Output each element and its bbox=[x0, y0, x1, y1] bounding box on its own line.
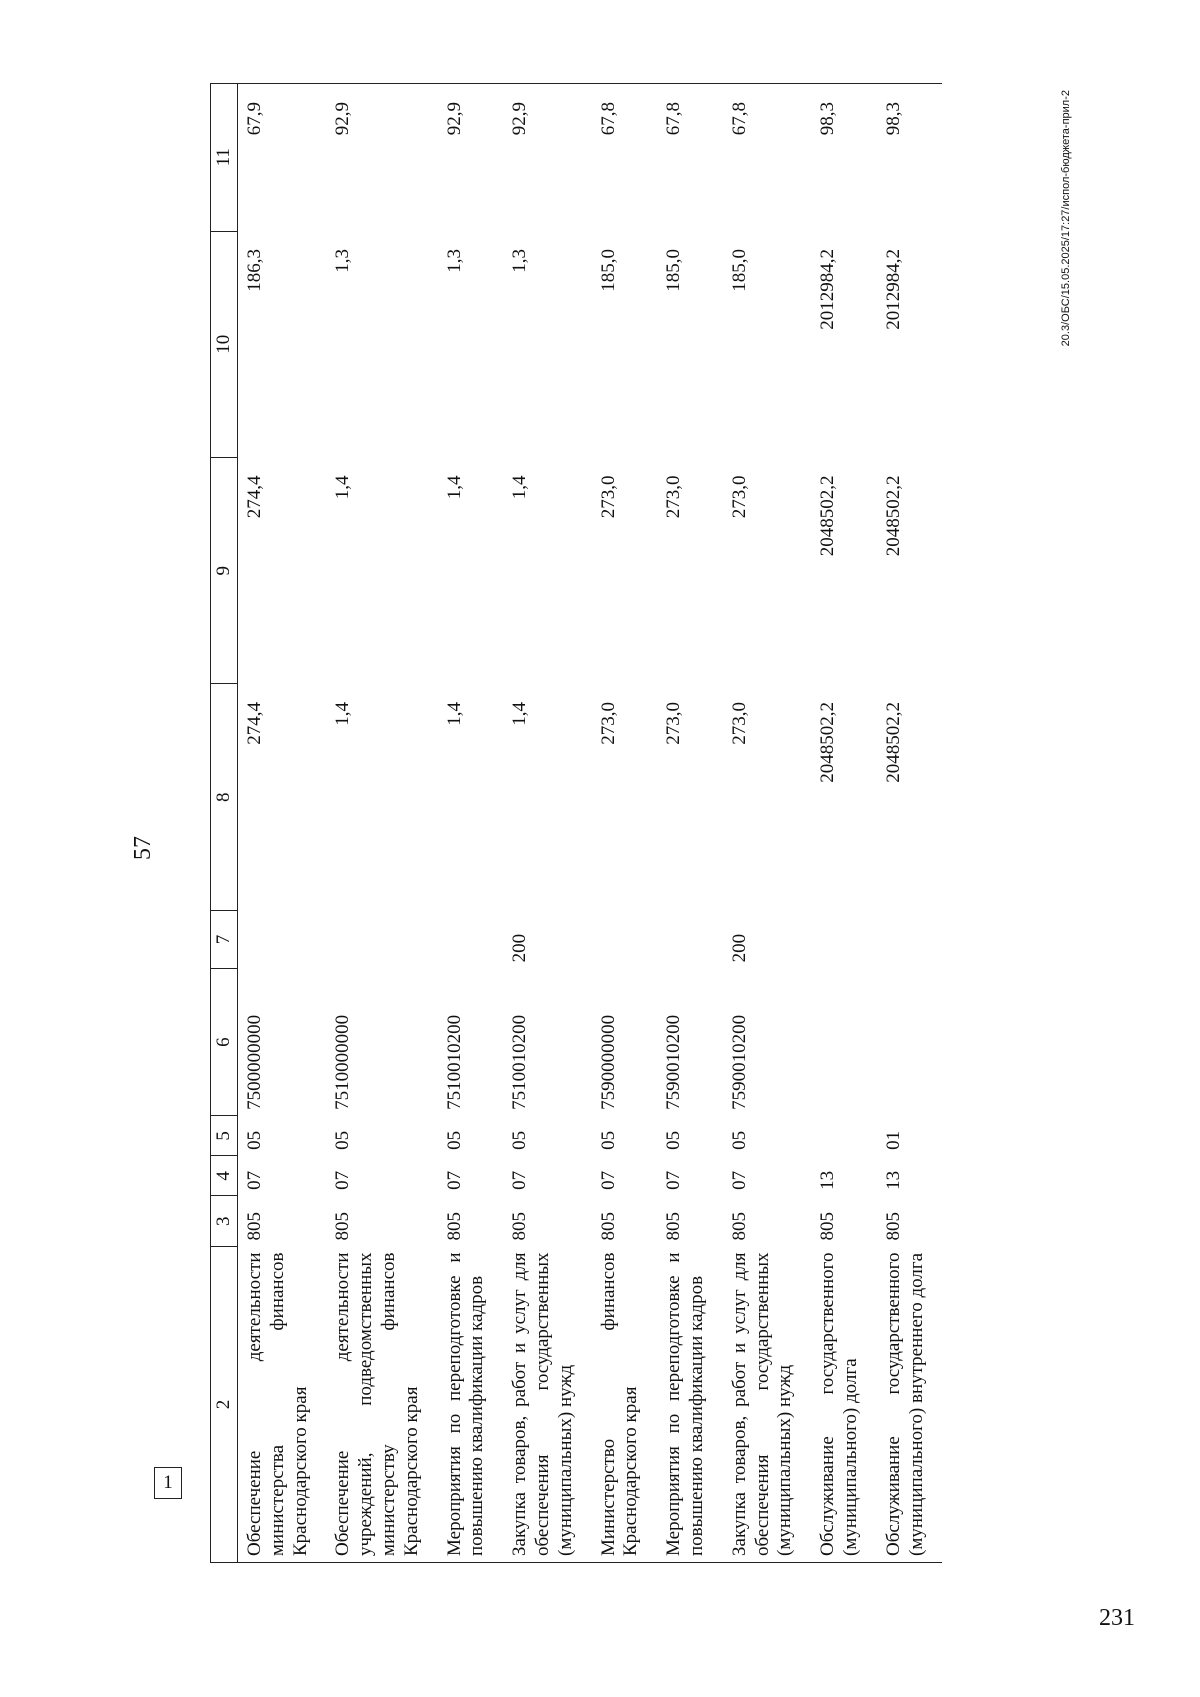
cell-approved: 274,4 bbox=[244, 475, 265, 519]
cell-percent: 92,9 bbox=[326, 84, 437, 232]
cell-percent: 98,3 bbox=[877, 84, 943, 232]
cell-executed: 2012984,2 bbox=[817, 249, 839, 330]
col-header: 10 bbox=[211, 231, 238, 457]
cell-section: 07 bbox=[443, 1170, 465, 1190]
cell-section: 07 bbox=[597, 1170, 619, 1190]
cell-plan: 2048502,2 bbox=[882, 702, 904, 783]
cell-name: Обслуживание государственного (муниципального) долга bbox=[811, 1246, 877, 1562]
cell-subsection: 05 bbox=[597, 1130, 619, 1150]
cell-plan: 273,0 bbox=[728, 702, 750, 745]
cell-expense-type bbox=[811, 910, 877, 968]
table-row bbox=[657, 84, 723, 1563]
cell-target: 7510010200 bbox=[443, 1014, 465, 1110]
cell-admin: 805 bbox=[882, 1211, 904, 1241]
cell-executed: 185,0 bbox=[728, 249, 750, 292]
cell-percent: 98,3 bbox=[811, 84, 877, 232]
cell-section: 13 bbox=[882, 1170, 904, 1190]
cell-subsection: 05 bbox=[332, 1130, 354, 1150]
cell-executed: 2012984,2 bbox=[882, 249, 904, 330]
cell-executed: 186,3 bbox=[244, 249, 265, 292]
cell-subsection: 05 bbox=[443, 1130, 465, 1150]
cell-admin: 805 bbox=[509, 1211, 531, 1241]
table-row bbox=[438, 84, 504, 1563]
cell-approved: 2048502,2 bbox=[882, 475, 904, 557]
table-row bbox=[326, 84, 437, 1563]
col-header: 9 bbox=[211, 458, 238, 684]
cell-admin: 805 bbox=[728, 1211, 750, 1241]
table-header-row bbox=[211, 84, 238, 1563]
cell-approved: 273,0 bbox=[597, 475, 619, 519]
cell-percent: 67,8 bbox=[723, 84, 811, 232]
cell-expense-type bbox=[657, 910, 723, 968]
cell-name: Закупка товаров, работ и услуг для обеспечения государственных (муниципальных) нужд bbox=[503, 1246, 591, 1562]
cell-name: Закупка товаров, работ и услуг для обеспечения государственных (муниципальных) нужд bbox=[723, 1246, 811, 1562]
cell-name: Министерство финансов Краснодарского края bbox=[592, 1246, 658, 1562]
cell-target: 7590010200 bbox=[728, 1014, 750, 1110]
cell-target: 7590010200 bbox=[663, 1014, 685, 1110]
cell-plan: 1,4 bbox=[509, 702, 531, 726]
cell-executed: 1,3 bbox=[509, 249, 531, 273]
cell-section: 07 bbox=[332, 1170, 354, 1190]
col-header: 6 bbox=[211, 968, 238, 1115]
cell-percent: 67,8 bbox=[657, 84, 723, 232]
cell-name: Обеспечение деятельности министерства финансов Краснодарского края bbox=[238, 1246, 327, 1562]
cell-subsection: 01 bbox=[882, 1130, 904, 1150]
col-header: 2 bbox=[211, 1246, 238, 1562]
cell-plan: 273,0 bbox=[597, 702, 619, 745]
cell-section: 07 bbox=[728, 1170, 750, 1190]
cell-subsection: 05 bbox=[728, 1130, 750, 1150]
cell-approved: 1,4 bbox=[443, 475, 465, 500]
col-header: 8 bbox=[211, 684, 238, 910]
cell-approved: 273,0 bbox=[728, 475, 750, 519]
col-header: 3 bbox=[211, 1196, 238, 1247]
col-header: 11 bbox=[211, 84, 238, 232]
col-header-first: 1 bbox=[154, 1467, 182, 1499]
cell-subsection: 05 bbox=[509, 1130, 531, 1150]
cell-executed: 185,0 bbox=[597, 249, 619, 292]
col-header: 4 bbox=[211, 1156, 238, 1196]
cell-subsection: 05 bbox=[244, 1130, 265, 1150]
cell-subsection bbox=[811, 1116, 877, 1156]
col-header: 7 bbox=[211, 910, 238, 968]
cell-expense-type bbox=[238, 910, 327, 968]
cell-percent: 67,8 bbox=[592, 84, 658, 232]
cell-name: Мероприятия по переподготовке и повышению квалификации кадров bbox=[438, 1246, 504, 1562]
cell-admin: 805 bbox=[663, 1211, 685, 1241]
cell-name: Мероприятия по переподготовке и повышению квалификации кадров bbox=[657, 1246, 723, 1562]
table-row bbox=[811, 84, 877, 1563]
cell-plan: 1,4 bbox=[332, 702, 354, 726]
cell-expense-type bbox=[592, 910, 658, 968]
cell-target: 7510010200 bbox=[509, 1014, 531, 1110]
cell-plan: 274,4 bbox=[244, 702, 265, 745]
page-number: 57 bbox=[130, 836, 156, 860]
cell-admin: 805 bbox=[817, 1211, 839, 1241]
cell-section: 07 bbox=[509, 1170, 531, 1190]
cell-approved: 2048502,2 bbox=[817, 475, 839, 557]
table-row bbox=[238, 84, 327, 1563]
cell-name: Обслуживание государственного (муниципального) внутреннего долга bbox=[877, 1246, 943, 1562]
table-row bbox=[503, 84, 591, 1563]
cell-target bbox=[877, 968, 943, 1115]
cell-expense-type bbox=[877, 910, 943, 968]
cell-approved: 1,4 bbox=[509, 475, 531, 500]
cell-approved: 1,4 bbox=[332, 475, 354, 500]
cell-target bbox=[811, 968, 877, 1115]
table-row bbox=[723, 84, 811, 1563]
cell-expense-type bbox=[326, 910, 437, 968]
cell-name: Обеспечение деятельности учреждений, подведомственных министерству финансов Краснодарского края bbox=[326, 1246, 437, 1562]
cell-section: 13 bbox=[817, 1170, 839, 1190]
cell-target: 7590000000 bbox=[597, 1014, 619, 1110]
footer-stamp: 20.3/ОБС/15.05.2025/17:27/испол-бюджета-прил-2 bbox=[1060, 90, 1072, 347]
table-row bbox=[877, 84, 943, 1563]
sheet-number: 231 bbox=[1099, 1605, 1135, 1631]
cell-target: 7510000000 bbox=[332, 1014, 354, 1110]
cell-admin: 805 bbox=[443, 1211, 465, 1241]
cell-executed: 1,3 bbox=[443, 249, 465, 273]
budget-table bbox=[210, 83, 942, 1563]
table-row bbox=[592, 84, 658, 1563]
cell-admin: 805 bbox=[244, 1211, 265, 1241]
cell-percent: 92,9 bbox=[438, 84, 504, 232]
cell-target: 7500000000 bbox=[244, 1014, 265, 1110]
cell-section: 07 bbox=[244, 1170, 265, 1190]
cell-section: 07 bbox=[663, 1170, 685, 1190]
cell-admin: 805 bbox=[332, 1211, 354, 1241]
cell-expense-type: 200 bbox=[728, 933, 750, 963]
cell-executed: 185,0 bbox=[663, 249, 685, 292]
cell-subsection: 05 bbox=[663, 1130, 685, 1150]
cell-plan: 2048502,2 bbox=[817, 702, 839, 783]
cell-admin: 805 bbox=[597, 1211, 619, 1241]
cell-percent: 92,9 bbox=[503, 84, 591, 232]
rotated-page bbox=[100, 68, 1100, 1628]
cell-expense-type bbox=[438, 910, 504, 968]
cell-executed: 1,3 bbox=[332, 249, 354, 273]
cell-approved: 273,0 bbox=[663, 475, 685, 519]
cell-expense-type: 200 bbox=[509, 933, 531, 963]
cell-plan: 273,0 bbox=[663, 702, 685, 745]
col-header: 5 bbox=[211, 1116, 238, 1156]
cell-percent: 67,9 bbox=[238, 84, 327, 232]
cell-plan: 1,4 bbox=[443, 702, 465, 726]
